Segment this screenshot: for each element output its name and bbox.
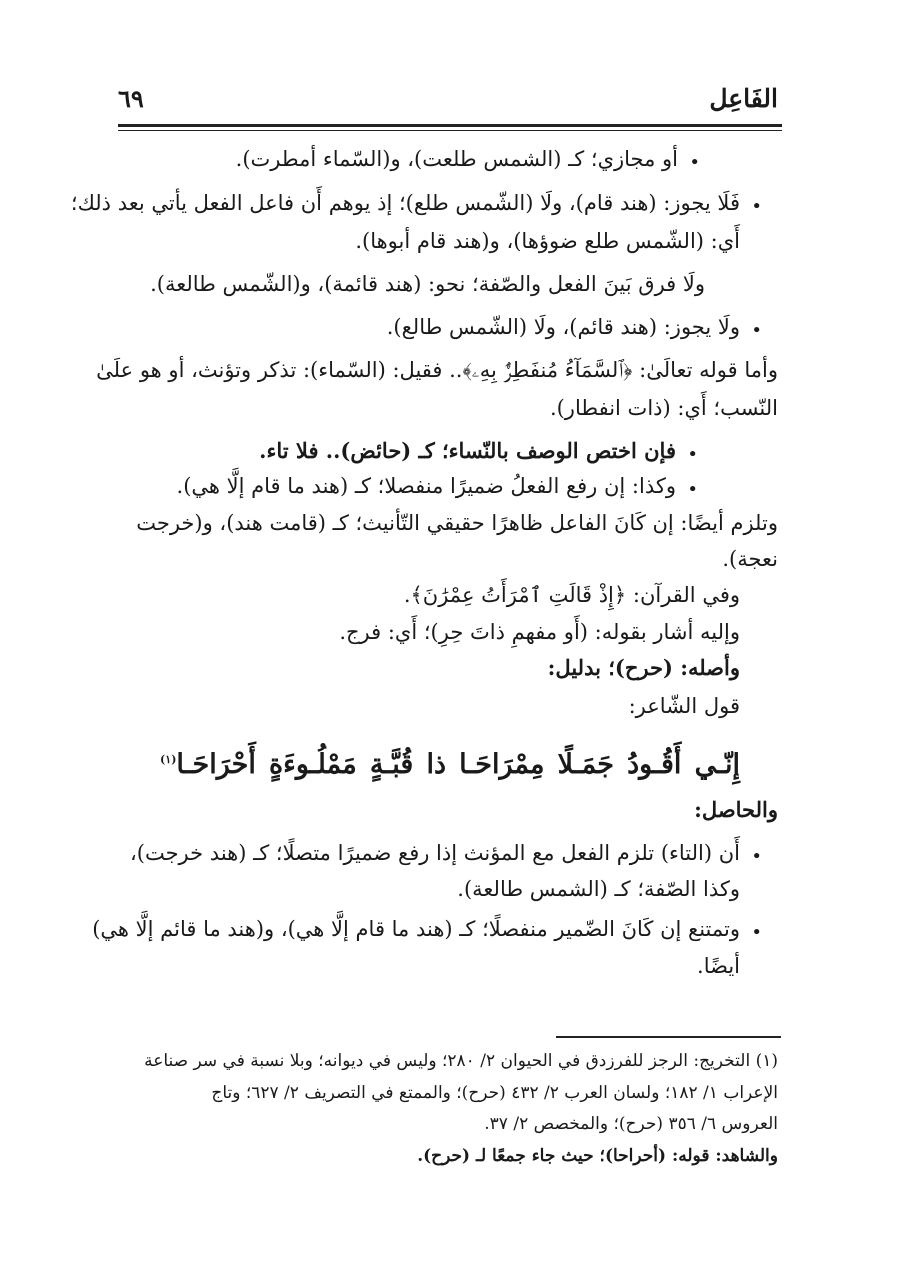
header-rule-thin (118, 130, 782, 131)
text-line: وتمتنع إن كَانَ الضّمير منفصلًا؛ كـ (هند ما قام إلَّا هي)، و(هند ما قائم إلَّا هي) (92, 917, 740, 941)
bullet-icon: • (751, 922, 762, 943)
text-line: أَي: (الشّمس طلع ضوؤها)، و(هند قام أبوها). (355, 229, 740, 253)
footnote-line: (١) التخريج: الرجز للفرزدق في الحيوان ٢/ ٢٨٠؛ وليس في ديوانه؛ وبلا نسبة في سر صناعة (144, 1051, 778, 1071)
footnote-line: العروس ٦/ ٣٥٦ (حرح)؛ والمخصص ٢/ ٣٧. (484, 1114, 778, 1134)
text-line: أيضًا. (697, 954, 740, 978)
verse-word: مَمْلُـوءَةٍ (268, 748, 357, 780)
text-line: نعجة). (722, 547, 778, 571)
text-line: فَلَا يجوز: (هند قام)، ولَا (الشّمس طلع)؛ إذ يوهم أَن فاعل الفعل يأتي بعد ذلك؛ (70, 191, 740, 215)
text-line: ولَا فرق بَينَ الفعل والصّفة؛ نحو: (هند قائمة)، و(الشّمس طالعة). (150, 272, 705, 296)
bullet-icon: • (687, 479, 698, 500)
text-line: قول الشّاعر: (628, 694, 740, 718)
verse-word: أَحْرَاحَـا (176, 748, 256, 780)
verse-word: مِمْرَاحَـا (459, 748, 545, 780)
text-line: ولَا يجوز: (هند قائم)، ولَا (الشّمس طالع). (386, 315, 740, 339)
verse-word: أَقُـودُ (627, 748, 682, 780)
page-number: ٦٩ (118, 84, 144, 113)
text-line: النّسب؛ أَي: (ذات انفطار). (549, 396, 778, 420)
verse-word: إِنّـي (694, 748, 740, 780)
running-head-title: الفَاعِل (709, 84, 778, 113)
footnote-line: الإعراب ١/ ١٨٢؛ ولسان العرب ٢/ ٤٣٢ (حرح)؛ والممتع في التصريف ٢/ ٦٢٧؛ وتاج (211, 1083, 778, 1103)
text-line: والحاصل: (694, 797, 778, 822)
header-rule-thick (118, 124, 782, 127)
text-line: أو مجازي؛ كـ (الشمس طلعت)، و(السّماء أمطرت). (235, 147, 678, 171)
verse-word-last (160, 749, 256, 780)
text-line: وفي القرآن: ﴿إِذْ قَالَتِ ٱمْرَأَتُ عِمْرَٰنَ﴾. (403, 583, 740, 607)
text-line: وكذا الصّفة؛ كـ (الشمس طالعة). (457, 877, 740, 901)
text-line: وأصله: (حرح)؛ بدليل: (547, 655, 740, 680)
bullet-icon: • (751, 846, 762, 867)
bullet-icon: • (687, 444, 698, 465)
footnote-ref: (١) (160, 752, 177, 766)
poem-verse (160, 742, 740, 786)
bullet-icon: • (751, 196, 762, 217)
text-line: أَن (التاء) تلزم الفعل مع المؤنث إذا رفع ضميرًا متصلًا؛ كـ (هند خرجت)، (129, 841, 740, 865)
bullet-icon: • (689, 152, 700, 173)
text-line: وإليه أشار بقوله: (أَو مفهمِ ذاتَ حِرِ)؛ أَي: فرج. (339, 620, 740, 644)
text-line: وتلزم أيضًا: إن كَانَ الفاعل ظاهرًا حقيقي التّأنيث؛ كـ (قامت هند)، و(خرجت (136, 511, 778, 535)
verse-word: ذا (426, 748, 446, 780)
footnote-line: والشاهد: قوله: (أحراحا)؛ حيث جاء جمعًا لـ (حرح). (417, 1146, 778, 1166)
text-line: وأما قوله تعالَىٰ: ﴿ٱلسَّمَآءُ مُنفَطِرٌۢ بِهِۦ﴾.. فقيل: (السّماء): تذكر وتؤنث، أو هو علَىٰ (96, 358, 778, 382)
verse-word: جَمَـلًا (557, 748, 614, 780)
verse-word: قُبَّـةٍ (369, 748, 414, 780)
bullet-icon: • (751, 320, 762, 341)
footnote-rule (556, 1036, 781, 1038)
text-line: وكذا: إن رفع الفعلُ ضميرًا منفصلا؛ كـ (هند ما قام إلَّا هي). (176, 474, 676, 498)
text-line: فإن اختص الوصف بالنّساء؛ كـ (حائض).. فلا تاء. (259, 438, 676, 463)
